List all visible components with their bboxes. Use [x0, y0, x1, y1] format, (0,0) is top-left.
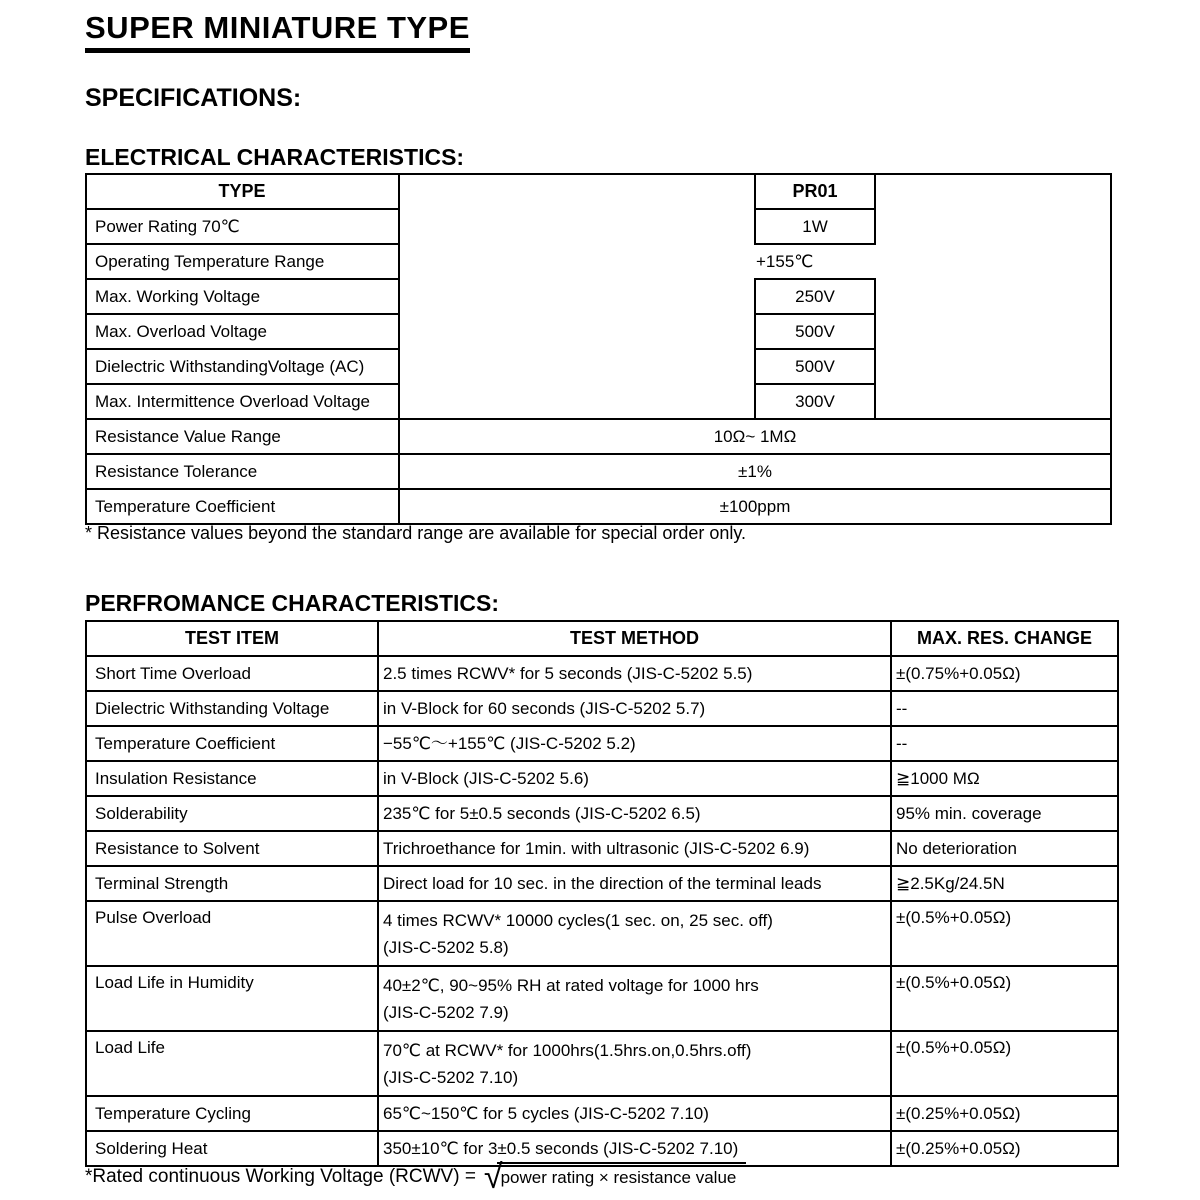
test-method-line: in V-Block (JIS-C-5202 5.6): [383, 769, 589, 788]
table-row: [86, 384, 1111, 419]
cell-label: Power Rating 70℃: [86, 209, 399, 244]
cell-test-method: [378, 901, 891, 966]
cell-test-item: Resistance to Solvent: [86, 831, 378, 866]
cell-label: Dielectric WithstandingVoltage (AC): [86, 349, 399, 384]
cell-test-item: Dielectric Withstanding Voltage: [86, 691, 378, 726]
rcwv-footnote-text: *Rated continuous Working Voltage (RCWV) =: [85, 1166, 476, 1187]
cell-test-item: Short Time Overload: [86, 656, 378, 691]
table-row: [86, 901, 1118, 966]
electrical-table-body: [86, 174, 1111, 524]
cell-blank: [399, 314, 755, 349]
test-method-line: 70℃ at RCWV* for 1000hrs(1.5hrs.on,0.5hrs.off): [383, 1040, 752, 1060]
test-method-line: (JIS-C-5202 5.8): [383, 937, 509, 957]
specifications-heading: SPECIFICATIONS:: [85, 84, 302, 112]
cell-max-res-change: ≧1000 MΩ: [891, 761, 1118, 796]
table-row: [86, 314, 1111, 349]
cell-max-res-change: --: [891, 726, 1118, 761]
cell-model-header: PR01: [755, 174, 875, 209]
table-row: [86, 796, 1118, 831]
table-row: [86, 866, 1118, 901]
cell-test-method: [378, 1031, 891, 1096]
test-method-line: (JIS-C-5202 7.10): [383, 1067, 519, 1087]
table-row: [86, 489, 1111, 524]
cell-blank: [875, 314, 1111, 349]
table-header-row: [86, 621, 1118, 656]
table-row: [86, 1096, 1118, 1131]
cell-max-res-change: --: [891, 691, 1118, 726]
table-row: [86, 691, 1118, 726]
table-row: [86, 244, 1111, 279]
test-method-line: 65℃~150℃ for 5 cycles (JIS-C-5202 7.10): [383, 1104, 709, 1123]
cell-test-method: [378, 866, 891, 901]
square-root-icon: √: [483, 1158, 503, 1196]
cell-max-res-change: 95% min. coverage: [891, 796, 1118, 831]
column-header: TEST ITEM: [86, 621, 378, 656]
cell-label: Temperature Coefficient: [86, 489, 399, 524]
test-method-line: 2.5 times RCWV* for 5 seconds (JIS-C-5202 5.5): [383, 664, 753, 683]
cell-test-item: Soldering Heat: [86, 1131, 378, 1166]
rcwv-footnote: [85, 1160, 746, 1194]
test-method-line: in V-Block for 60 seconds (JIS-C-5202 5.7): [383, 699, 706, 718]
cell-max-res-change: ±(0.75%+0.05Ω): [891, 656, 1118, 691]
test-method-line: Direct load for 10 sec. in the direction of the terminal leads: [383, 874, 822, 893]
electrical-characteristics-table-container: [85, 173, 1112, 525]
cell-label: Operating Temperature Range: [86, 244, 399, 279]
table-row: [86, 726, 1118, 761]
test-method-line: Trichroethance for 1min. with ultrasonic (JIS-C-5202 6.9): [383, 839, 810, 858]
cell-value: 500V: [755, 314, 875, 349]
table-row: [86, 656, 1118, 691]
cell-value: +155℃: [399, 244, 1111, 279]
cell-test-method: [378, 656, 891, 691]
cell-label: Max. Working Voltage: [86, 279, 399, 314]
cell-blank: [399, 349, 755, 384]
performance-characteristics-heading: PERFROMANCE CHARACTERISTICS:: [85, 590, 499, 616]
electrical-characteristics-heading: ELECTRICAL CHARACTERISTICS:: [85, 144, 465, 170]
rcwv-radicand: power rating × resistance value: [497, 1162, 747, 1188]
page-title: SUPER MINIATURE TYPE: [85, 10, 470, 53]
cell-value: ±1%: [399, 454, 1111, 489]
cell-blank: [399, 174, 755, 209]
column-header: TEST METHOD: [378, 621, 891, 656]
cell-test-item: Temperature Cycling: [86, 1096, 378, 1131]
table-row: [86, 279, 1111, 314]
cell-value: 10Ω~ 1MΩ: [399, 419, 1111, 454]
cell-test-item: Terminal Strength: [86, 866, 378, 901]
cell-test-method: [378, 831, 891, 866]
table-row: [86, 419, 1111, 454]
test-method-line: 235℃ for 5±0.5 seconds (JIS-C-5202 6.5): [383, 804, 701, 823]
cell-test-method: [378, 761, 891, 796]
test-method-line: 350±10℃ for 3±0.5 seconds (JIS-C-5202 7.10): [383, 1139, 739, 1158]
cell-blank: [875, 349, 1111, 384]
table-row: [86, 454, 1111, 489]
cell-label: Max. Overload Voltage: [86, 314, 399, 349]
cell-max-res-change: ±(0.5%+0.05Ω): [891, 1031, 1118, 1096]
cell-max-res-change: ±(0.25%+0.05Ω): [891, 1131, 1118, 1166]
test-method-line: 40±2℃, 90~95% RH at rated voltage for 1000 hrs: [383, 975, 759, 995]
cell-max-res-change: ±(0.5%+0.05Ω): [891, 966, 1118, 1031]
cell-max-res-change: ±(0.25%+0.05Ω): [891, 1096, 1118, 1131]
cell-test-item: Temperature Coefficient: [86, 726, 378, 761]
test-method-line: 4 times RCWV* 10000 cycles(1 sec. on, 25 sec. off): [383, 910, 773, 930]
cell-blank: [875, 279, 1111, 314]
table-row: [86, 1031, 1118, 1096]
cell-value: 250V: [755, 279, 875, 314]
table-row: [86, 209, 1111, 244]
performance-characteristics-table-container: [85, 620, 1119, 1167]
cell-max-res-change: No deterioration: [891, 831, 1118, 866]
electrical-characteristics-table: [85, 173, 1112, 525]
cell-test-item: Load Life in Humidity: [86, 966, 378, 1031]
cell-test-item: Pulse Overload: [86, 901, 378, 966]
cell-test-method: [378, 796, 891, 831]
cell-value: 300V: [755, 384, 875, 419]
table-row: [86, 349, 1111, 384]
electrical-footnote: * Resistance values beyond the standard range are available for special order only.: [85, 523, 747, 543]
column-header: MAX. RES. CHANGE: [891, 621, 1118, 656]
cell-test-item: Insulation Resistance: [86, 761, 378, 796]
cell-value: 1W: [755, 209, 875, 244]
cell-value: ±100ppm: [399, 489, 1111, 524]
table-row: [86, 174, 1111, 209]
test-method-line: (JIS-C-5202 7.9): [383, 1002, 509, 1022]
cell-test-item: Load Life: [86, 1031, 378, 1096]
cell-test-method: [378, 1096, 891, 1131]
cell-value: 500V: [755, 349, 875, 384]
performance-characteristics-table: [85, 620, 1119, 1167]
performance-table-body: [86, 621, 1118, 1166]
cell-test-method: [378, 966, 891, 1031]
cell-test-item: Solderability: [86, 796, 378, 831]
cell-blank: [875, 384, 1111, 419]
cell-label: Max. Intermittence Overload Voltage: [86, 384, 399, 419]
cell-label: Resistance Tolerance: [86, 454, 399, 489]
table-row: [86, 831, 1118, 866]
cell-type-header: TYPE: [86, 174, 399, 209]
cell-blank: [875, 209, 1111, 244]
cell-test-method: [378, 691, 891, 726]
cell-blank: [399, 209, 755, 244]
test-method-line: −55℃～+155℃ (JIS-C-5202 5.2): [383, 734, 636, 753]
cell-blank: [399, 279, 755, 314]
cell-blank: [875, 174, 1111, 209]
cell-blank: [399, 384, 755, 419]
cell-test-method: [378, 726, 891, 761]
table-row: [86, 966, 1118, 1031]
cell-max-res-change: ±(0.5%+0.05Ω): [891, 901, 1118, 966]
table-row: [86, 761, 1118, 796]
cell-label: Resistance Value Range: [86, 419, 399, 454]
cell-max-res-change: ≧2.5Kg/24.5N: [891, 866, 1118, 901]
